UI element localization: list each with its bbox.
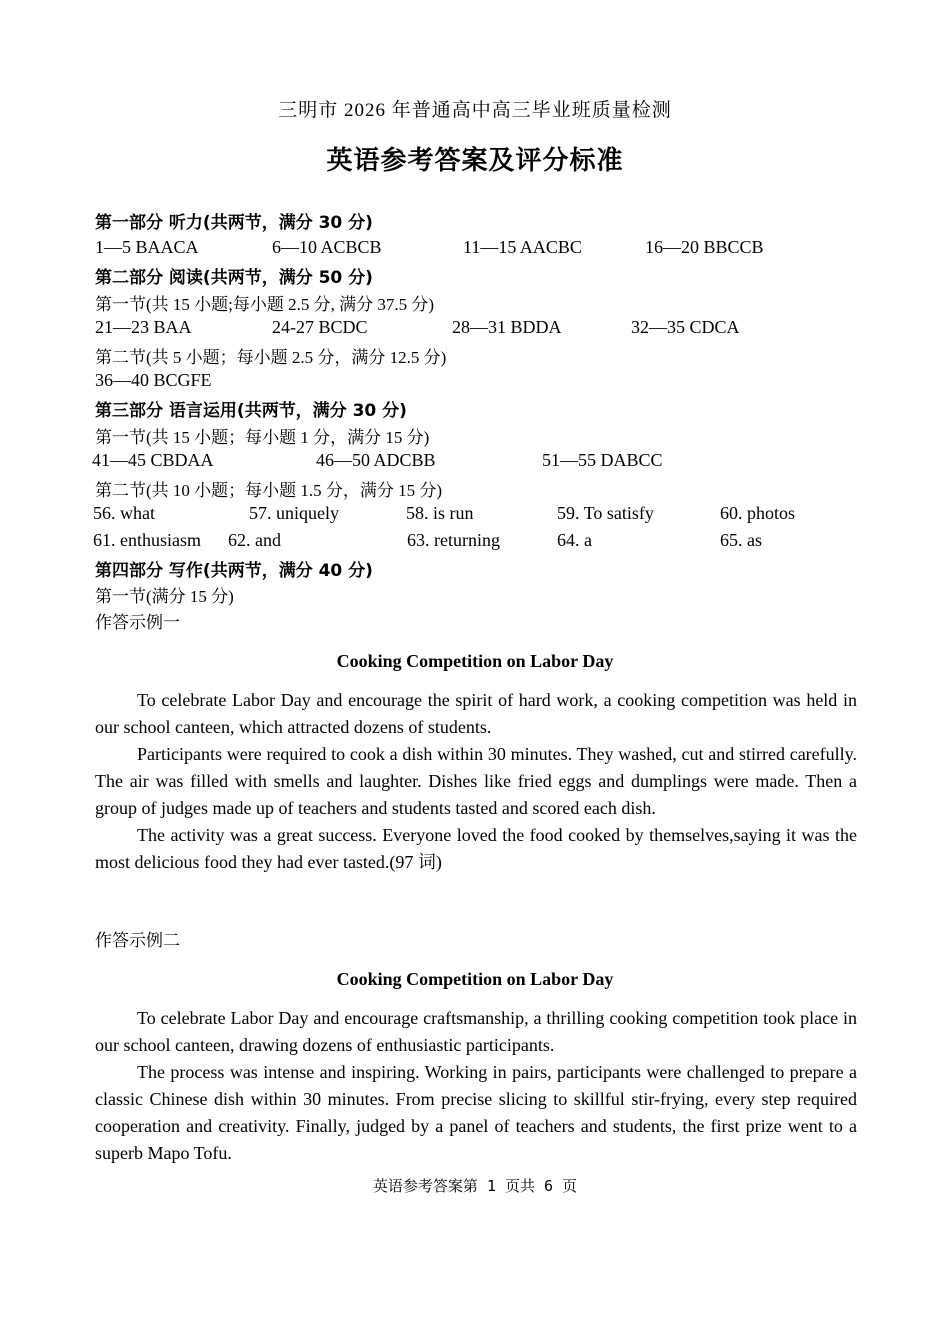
part4-heading: 第四部分 写作(共两节，满分 40 分) bbox=[95, 561, 373, 581]
essay-paragraph: Participants were required to cook a dish within 30 minutes. They washed, cut and stirred carefully. The air was filled with smells and laughter. Dishes like fried eggs and dumplings were made. Then a group of judges made up of teachers and students tasted and scored each dish. bbox=[95, 744, 857, 818]
example1-body bbox=[95, 687, 857, 876]
part2-heading: 第二部分 阅读(共两节，满分 50 分) bbox=[95, 268, 373, 288]
answer-item: 63. returning bbox=[407, 530, 500, 550]
answer-group: 6—10 ACBCB bbox=[272, 237, 382, 257]
answer-item: 60. photos bbox=[720, 503, 796, 523]
answer-item: 57. uniquely bbox=[249, 503, 339, 523]
part3-section1-label: 第一节(共 15 小题；每小题 1 分，满分 15 分) bbox=[95, 428, 430, 447]
answer-group: 41—45 CBDAA bbox=[92, 450, 214, 470]
answer-group: 16—20 BBCCB bbox=[645, 237, 764, 257]
answer-item: 61. enthusiasm bbox=[93, 530, 201, 550]
answer-group: 11—15 AACBC bbox=[463, 237, 582, 257]
page-title: 英语参考答案及评分标准 bbox=[326, 146, 624, 176]
example2-label: 作答示例二 bbox=[95, 931, 180, 950]
answer-group: 51—55 DABCC bbox=[542, 450, 663, 470]
essay-paragraph: To celebrate Labor Day and encourage craftsmanship, a thrilling cooking competition took place in our school canteen, drawing dozens of enthusiastic participants. bbox=[95, 1008, 857, 1055]
exam-header: 三明市 2026 年普通高中高三毕业班质量检测 bbox=[278, 100, 672, 121]
answer-item: 59. To satisfy bbox=[557, 503, 654, 523]
example2-title: Cooking Competition on Labor Day bbox=[336, 969, 614, 989]
part3-section2-label: 第二节(共 10 小题；每小题 1.5 分，满分 15 分) bbox=[95, 481, 443, 500]
part3-heading: 第三部分 语言运用(共两节，满分 30 分) bbox=[95, 401, 407, 421]
answer-item: 64. a bbox=[557, 530, 592, 550]
answer-group: 46—50 ADCBB bbox=[316, 450, 436, 470]
answer-item: 58. is run bbox=[406, 503, 474, 523]
essay-paragraph: To celebrate Labor Day and encourage the spirit of hard work, a cooking competition was held in our school canteen, which attracted dozens of students. bbox=[95, 690, 857, 737]
essay-paragraph: The activity was a great success. Everyone loved the food cooked by themselves,saying it was the most delicious food they had ever tasted.(97 词) bbox=[95, 825, 857, 872]
answer-item: 65. as bbox=[720, 530, 762, 550]
example2-body bbox=[95, 1005, 857, 1167]
example1-label: 作答示例一 bbox=[95, 613, 180, 632]
answer-group: 28—31 BDDA bbox=[452, 317, 562, 337]
answer-group: 32—35 CDCA bbox=[631, 317, 740, 337]
answer-group: 24-27 BCDC bbox=[272, 317, 368, 337]
part4-section1-label: 第一节(满分 15 分) bbox=[95, 587, 234, 606]
essay-paragraph: The process was intense and inspiring. Working in pairs, participants were challenged to prepare a classic Chinese dish within 30 minutes. From precise slicing to skillful stir-frying, every step required cooperation and creativity. Finally, judged by a panel of teachers and students, the first prize went to a superb Mapo Tofu. bbox=[95, 1062, 857, 1163]
page-footer: 英语参考答案第 1 页共 6 页 bbox=[372, 1177, 578, 1195]
answer-item: 56. what bbox=[93, 503, 155, 523]
part2-section2-label: 第二节(共 5 小题；每小题 2.5 分，满分 12.5 分) bbox=[95, 348, 447, 367]
part1-heading: 第一部分 听力(共两节，满分 30 分) bbox=[95, 213, 373, 233]
answer-group: 36—40 BCGFE bbox=[95, 370, 212, 390]
answer-item: 62. and bbox=[228, 530, 281, 550]
answer-group: 1—5 BAACA bbox=[95, 237, 199, 257]
part2-section1-label: 第一节(共 15 小题;每小题 2.5 分, 满分 37.5 分) bbox=[95, 295, 435, 314]
answer-group: 21—23 BAA bbox=[95, 317, 192, 337]
example1-title: Cooking Competition on Labor Day bbox=[336, 651, 614, 671]
